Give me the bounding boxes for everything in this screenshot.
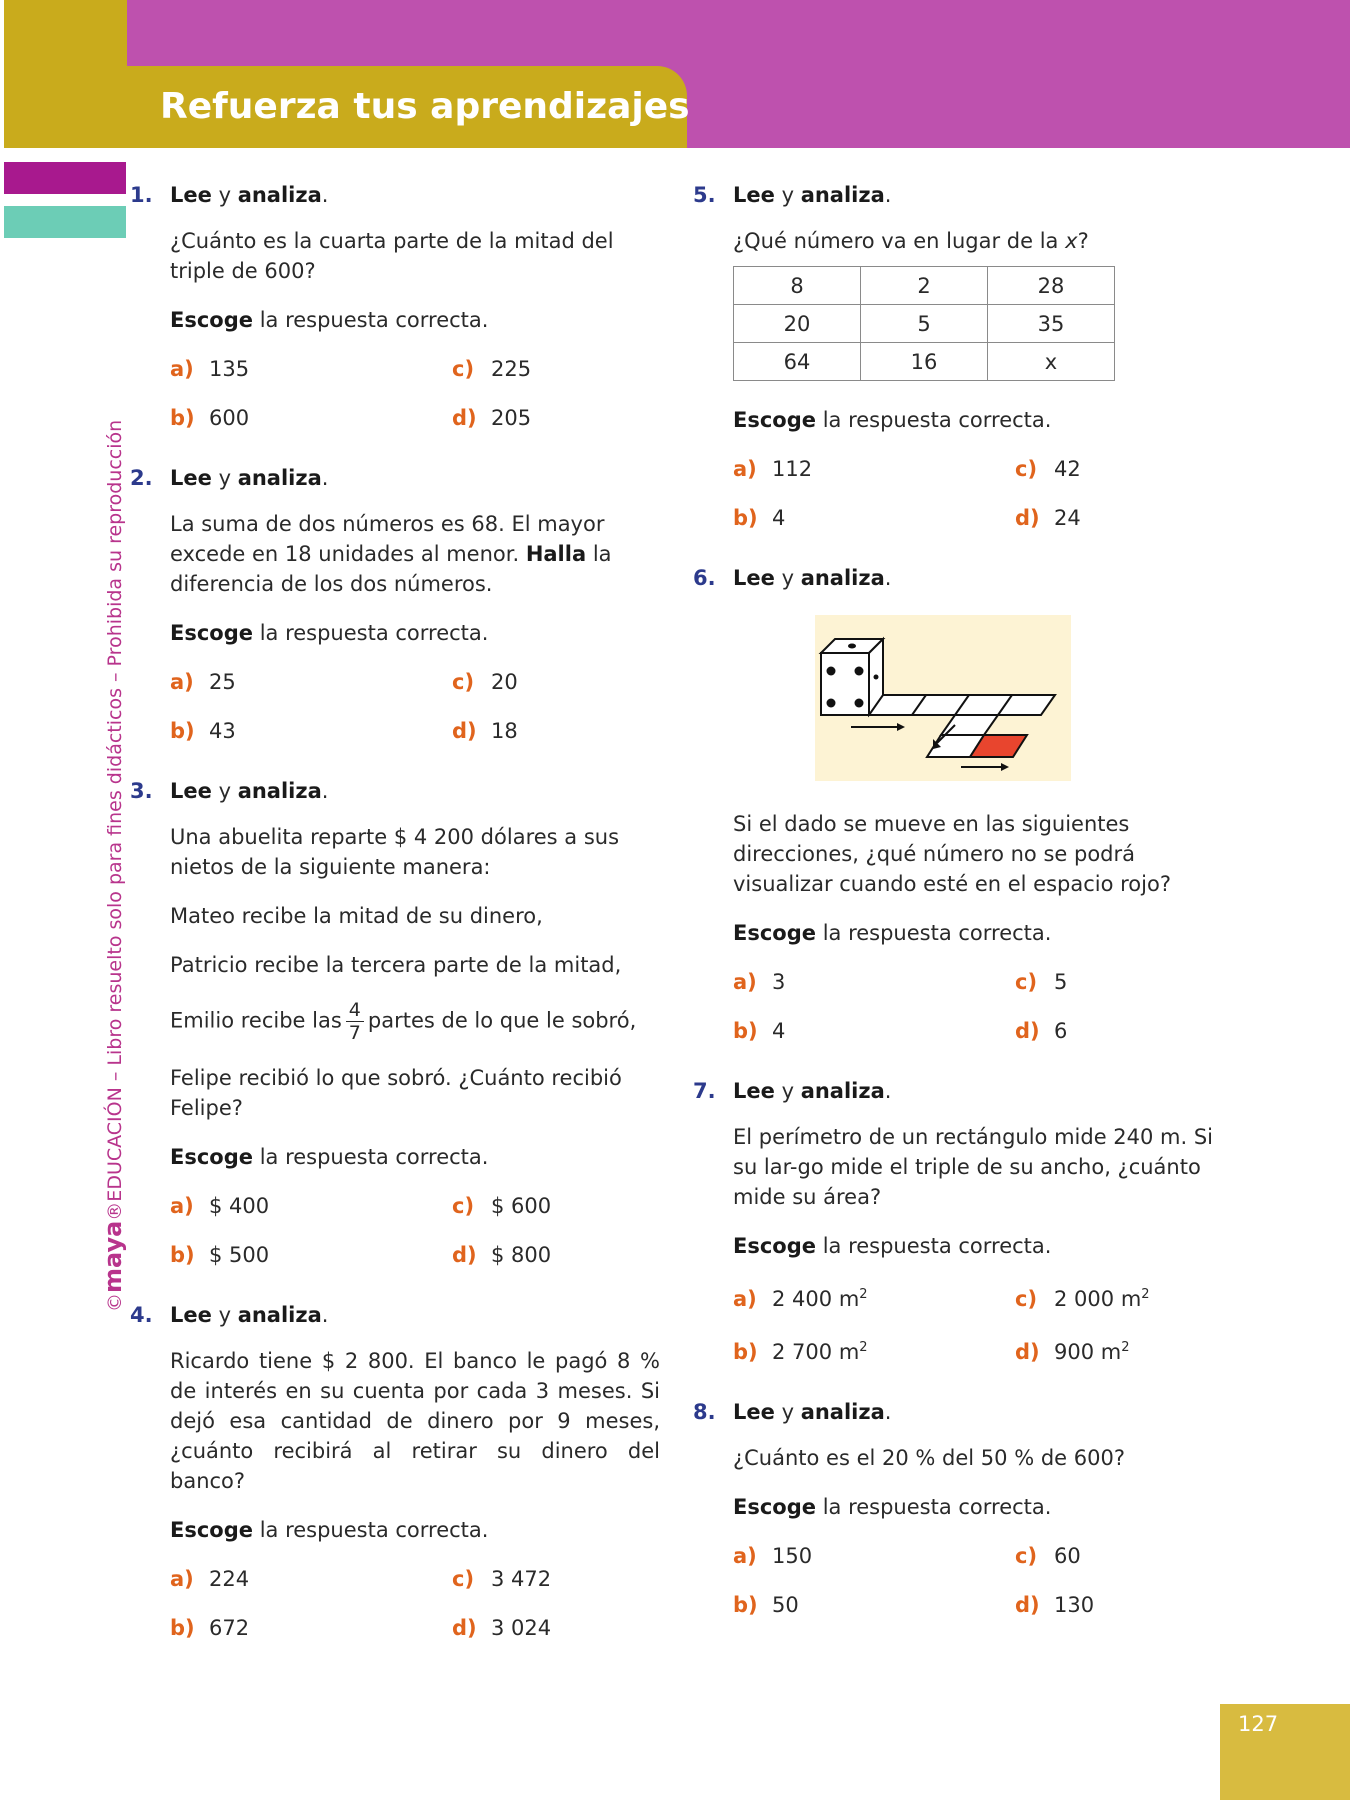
option-a[interactable]: a) 3 xyxy=(733,970,786,994)
instruction: Escoge la respuesta correcta. xyxy=(733,1234,1052,1258)
question-heading: 5. Lee y analiza. xyxy=(733,180,1233,210)
table-cell: 28 xyxy=(988,267,1115,305)
option-b[interactable]: b) $ 500 xyxy=(170,1243,270,1267)
brand-logo: maya xyxy=(99,1220,127,1293)
dice-path-figure xyxy=(815,615,1071,781)
copyright-sidebar: ©maya®EDUCACIÓN – Libro resuelto solo para fines didácticos – Prohibida su reproducción xyxy=(99,419,127,1312)
option-c[interactable]: c) 2 000 $m^2$ xyxy=(1015,1287,1150,1311)
question-5 xyxy=(693,180,1233,533)
question-heading: 1. Lee y analiza. xyxy=(170,180,660,210)
answer-options xyxy=(170,1191,660,1270)
fraction: $\frac{4}{7}$ xyxy=(346,999,364,1044)
instruction: Escoge la respuesta correcta. xyxy=(733,921,1052,945)
option-b[interactable]: b) 4 xyxy=(733,1019,786,1043)
table-cell: 16 xyxy=(861,343,988,381)
question-4 xyxy=(130,1300,660,1643)
option-c[interactable]: c) $ 600 xyxy=(452,1194,552,1218)
option-d[interactable]: d) 205 xyxy=(452,406,532,430)
table-cell: 35 xyxy=(988,305,1115,343)
question-number: 1. xyxy=(130,183,153,207)
option-b[interactable]: b) 672 xyxy=(170,1616,250,1640)
option-a[interactable]: a) 112 xyxy=(733,457,813,481)
page-title: Refuerza tus aprendizajes xyxy=(160,86,690,127)
instruction: Escoge la respuesta correcta. xyxy=(170,1145,489,1169)
question-number: 4. xyxy=(130,1303,153,1327)
option-d[interactable]: d) 130 xyxy=(1015,1593,1095,1617)
table-cell: 5 xyxy=(861,305,988,343)
header-corner xyxy=(4,0,127,148)
question-heading: 3. Lee y analiza. xyxy=(170,776,660,806)
page-number: 127 xyxy=(1238,1712,1279,1736)
option-d[interactable]: d) 900 $m^2$ xyxy=(1015,1340,1130,1364)
table-cell: 20 xyxy=(734,305,861,343)
right-column xyxy=(693,180,1233,1650)
table-row xyxy=(734,343,1115,381)
option-a[interactable]: a) 135 xyxy=(170,357,250,381)
question-heading: 8. Lee y analiza. xyxy=(733,1397,1233,1427)
answer-options xyxy=(170,1564,660,1643)
question-number: 8. xyxy=(693,1400,716,1424)
option-a[interactable]: a) 25 xyxy=(170,670,236,694)
option-b[interactable]: b) 43 xyxy=(170,719,236,743)
question-6 xyxy=(693,563,1233,1046)
question-1 xyxy=(130,180,660,433)
answer-options xyxy=(170,667,660,746)
instruction: Escoge la respuesta correcta. xyxy=(733,408,1052,432)
option-b[interactable]: b) 600 xyxy=(170,406,250,430)
option-a[interactable]: a) 2 400 $m^2$ xyxy=(733,1287,868,1311)
instruction: Escoge la respuesta correcta. xyxy=(170,621,489,645)
question-heading: 4. Lee y analiza. xyxy=(170,1300,660,1330)
answer-options xyxy=(170,354,660,433)
option-c[interactable]: c) 5 xyxy=(1015,970,1068,994)
option-a[interactable]: a) 150 xyxy=(733,1544,813,1568)
option-b[interactable]: b) 2 700 $m^2$ xyxy=(733,1340,868,1364)
question-number: 3. xyxy=(130,779,153,803)
option-b[interactable]: b) 50 xyxy=(733,1593,799,1617)
question-number: 7. xyxy=(693,1079,716,1103)
question-text: Una abuelita reparte $ 4 200 dólares a sus nietos de la siguiente manera: xyxy=(170,825,620,879)
question-text: Si el dado se mueve en las siguientes direcciones, ¿qué número no se podrá visualizar cuando esté en el espacio rojo? xyxy=(733,812,1171,896)
table-row xyxy=(734,305,1115,343)
question-number: 5. xyxy=(693,183,716,207)
side-tab-magenta xyxy=(4,162,126,194)
option-d[interactable]: d) 24 xyxy=(1015,506,1081,530)
option-d[interactable]: d) 3 024 xyxy=(452,1616,552,1640)
question-text: Felipe recibió lo que sobró. ¿Cuánto recibió Felipe? xyxy=(170,1066,622,1120)
answer-options xyxy=(733,1541,1233,1620)
option-c[interactable]: c) 3 472 xyxy=(452,1567,552,1591)
left-column xyxy=(130,180,660,1673)
question-3 xyxy=(130,776,660,1270)
instruction: Escoge la respuesta correcta. xyxy=(733,1495,1052,1519)
side-tab-teal xyxy=(4,206,126,238)
question-text: Emilio recibe las $\frac{4}{7}$ partes de lo que le sobró, xyxy=(170,999,637,1044)
question-heading: 2. Lee y analiza. xyxy=(170,463,660,493)
option-c[interactable]: c) 60 xyxy=(1015,1544,1081,1568)
table-cell: 64 xyxy=(734,343,861,381)
instruction: Escoge la respuesta correcta. xyxy=(170,1518,489,1542)
option-d[interactable]: d) $ 800 xyxy=(452,1243,552,1267)
question-text: ¿Cuánto es la cuarta parte de la mitad del triple de 600? xyxy=(170,229,614,283)
number-table xyxy=(733,266,1115,381)
question-text: ¿Cuánto es el 20 % del 50 % de 600? xyxy=(733,1446,1125,1470)
question-2 xyxy=(130,463,660,746)
question-heading: 6. Lee y analiza. xyxy=(733,563,1233,593)
answer-options xyxy=(733,967,1233,1046)
option-c[interactable]: c) 20 xyxy=(452,670,518,694)
option-c[interactable]: c) 225 xyxy=(452,357,532,381)
answer-options xyxy=(733,1280,1233,1367)
option-a[interactable]: a) 224 xyxy=(170,1567,250,1591)
table-cell: 2 xyxy=(861,267,988,305)
question-text: Patricio recibe la tercera parte de la mitad, xyxy=(170,953,622,977)
question-text: ¿Qué número va en lugar de la x? xyxy=(733,229,1089,253)
question-text: Ricardo tiene $ 2 800. El banco le pagó 8 % de interés en su cuenta por cada 3 meses. Si dejó esa cantidad de dinero por 9 meses, ¿cuánto recibirá al retirar su dinero del banco? xyxy=(170,1349,660,1493)
option-b[interactable]: b) 4 xyxy=(733,506,786,530)
answer-options xyxy=(733,454,1233,533)
option-c[interactable]: c) 42 xyxy=(1015,457,1081,481)
table-cell: x xyxy=(988,343,1115,381)
instruction: Escoge la respuesta correcta. xyxy=(170,308,489,332)
question-text: La suma de dos números es 68. El mayor excede en 18 unidades al menor. Halla la diferencia de los dos números. xyxy=(170,512,612,596)
table-cell: 8 xyxy=(734,267,861,305)
question-text: El perímetro de un rectángulo mide 240 m. Si su lar-go mide el triple de su ancho, ¿cuánto mide su área? xyxy=(733,1125,1214,1209)
question-7 xyxy=(693,1076,1233,1367)
question-8 xyxy=(693,1397,1233,1620)
question-text: Mateo recibe la mitad de su dinero, xyxy=(170,904,543,928)
question-heading: 7. Lee y analiza. xyxy=(733,1076,1233,1106)
option-a[interactable]: a) $ 400 xyxy=(170,1194,270,1218)
option-d[interactable]: d) 6 xyxy=(1015,1019,1068,1043)
question-number: 2. xyxy=(130,466,153,490)
question-number: 6. xyxy=(693,566,716,590)
table-row xyxy=(734,267,1115,305)
option-d[interactable]: d) 18 xyxy=(452,719,518,743)
